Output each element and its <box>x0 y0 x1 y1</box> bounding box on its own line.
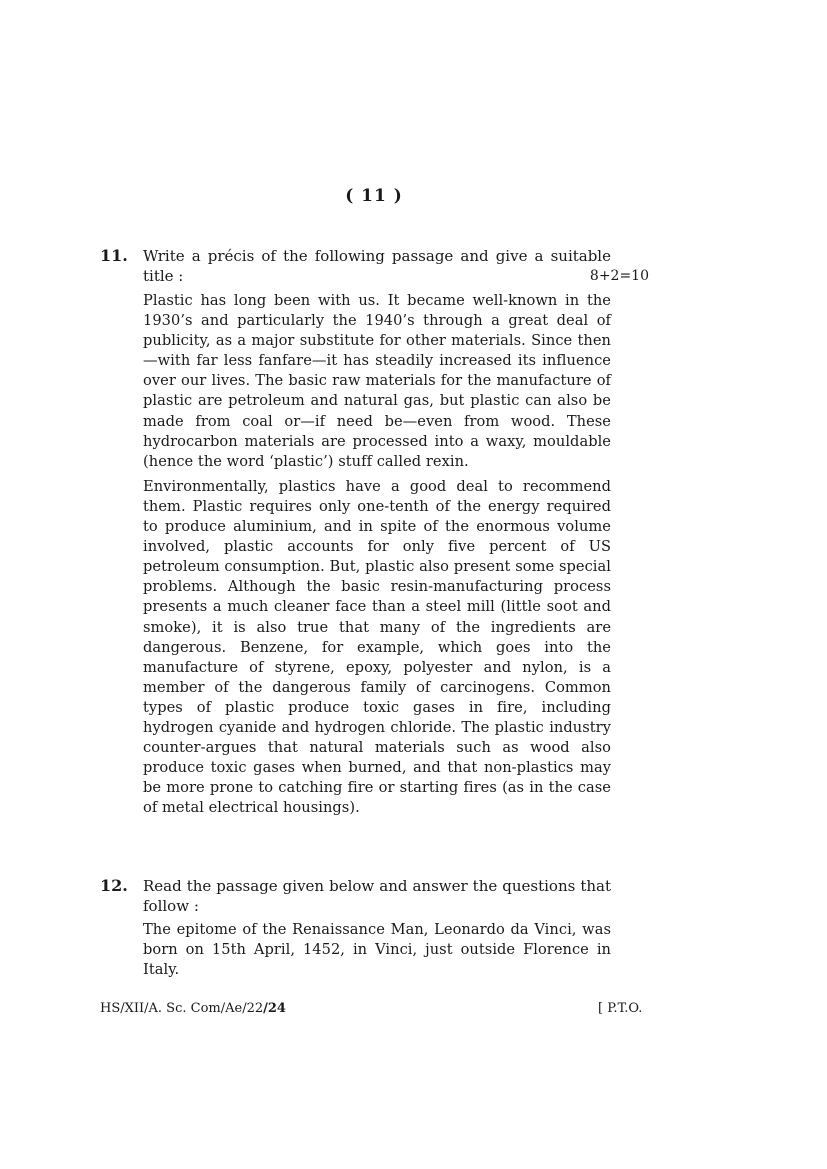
question-body <box>143 876 611 980</box>
paper-code-text: HS/XII/A. Sc. Com/Ae/22 <box>100 1001 264 1016</box>
question-body <box>143 246 649 818</box>
passage-paragraph: The epitome of the Renaissance Man, Leonardo da Vinci, was born on 15th April, 1452, in Vinci, just outside Florence in Italy. <box>143 921 611 979</box>
question-prompt: Write a précis of the following passage and give a suitable title : <box>143 247 611 285</box>
paper-code <box>100 1000 286 1018</box>
passage-paragraph: Plastic has long been with us. It became well-known in the 1930’s and particularly the 1940’s through a great deal of publicity, as a major substitute for other materials. Since then—with far less fanfare—it has steadily increased its influence over our lives. The basic raw materials for the manufacture of plastic are petroleum and natural gas, but plastic can also be made from coal or—if need be—even from wood. These hydrocarbon materials are processed into a waxy, mouldable (hence the word ‘plastic’) stuff called rexin. <box>143 292 611 470</box>
question-prompt: Read the passage given below and answer the questions that follow : <box>143 877 611 915</box>
page-number: ( 11 ) <box>345 186 403 206</box>
please-turn-over: [ P.T.O. <box>598 1001 643 1016</box>
question-number: 11. <box>100 246 128 265</box>
question-number: 12. <box>100 876 128 895</box>
paper-code-suffix: /24 <box>263 1001 286 1016</box>
passage-paragraph: Environmentally, plastics have a good deal to recommend them. Plastic requires only one-tenth of the energy required to produce aluminium, and in spite of the enormous volume involved, plastic accounts for only five percent of US petroleum consumption. But, plastic also present some special problems. Although the basic resin-manufacturing process presents a much cleaner face than a steel mill (little soot and smoke), it is also true that many of the ingredients are dangerous. Benzene, for example, which goes into the manufacture of styrene, epoxy, polyester and nylon, is a member of the dangerous family of carcinogens. Common types of plastic produce toxic gases in fire, including hydrogen cyanide and hydrogen chloride. The plastic industry counter-argues that natural materials such as wood also produce toxic gases when burned, and that non-plastics may be more prone to catching fire or starting fires (as in the case of metal electrical housings). <box>143 477 611 817</box>
marks: 8+2=10 <box>589 268 649 284</box>
